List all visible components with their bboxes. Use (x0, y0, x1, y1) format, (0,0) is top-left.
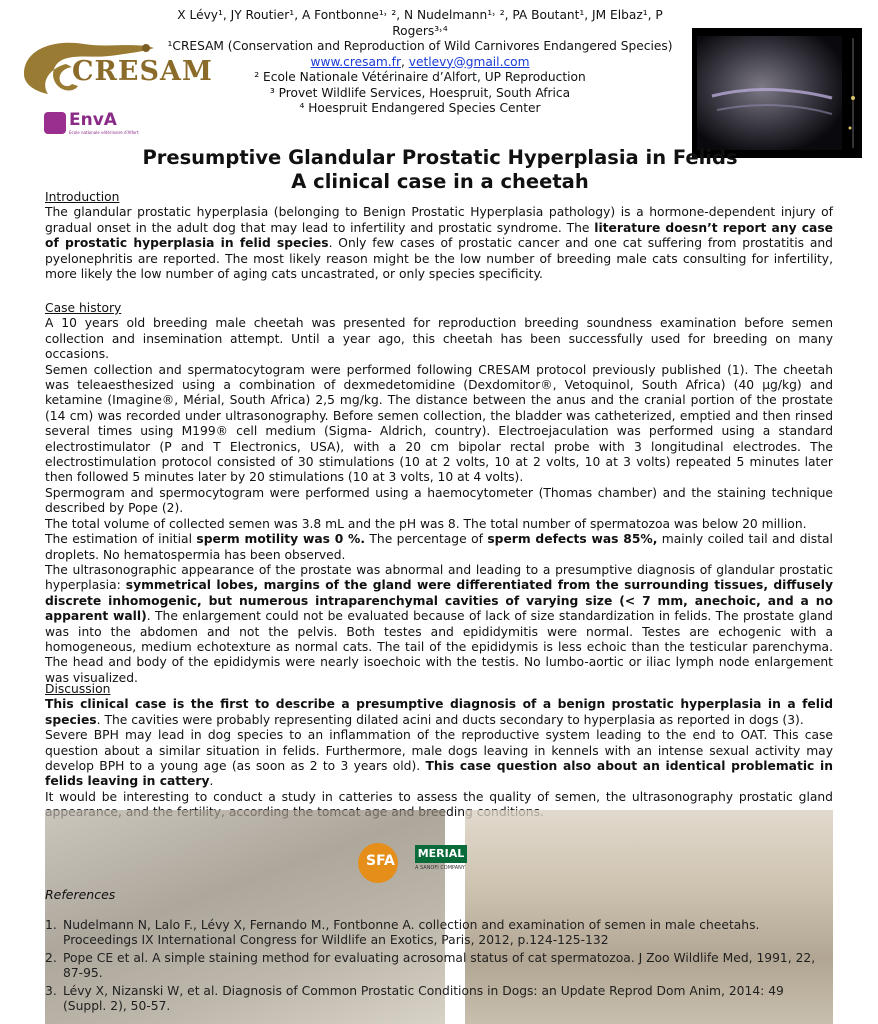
merial-logo (415, 845, 467, 883)
case-history-heading: Case history (45, 301, 122, 315)
p6-ultrasound-bold: symmetrical lobes, margins of the gland were differentiated from the surrounding tissues, diffusely discrete inhomogenic, but numerous intraparenchymal cavities of varying size (< 7 mm, anechoic, and a no apparent wall) (45, 578, 834, 624)
enva-logo-text: EnvA (69, 110, 117, 130)
merial-logo-subtext: A SANOFI COMPANY (415, 865, 465, 871)
p5-text-c: The percentage of (365, 532, 488, 547)
case-history-p3: Spermogram and spermocytogram were performed using a haemocytometer (Thomas chamber) and the staining technique described by Pope (2). (45, 485, 833, 516)
discussion-p3: It would be interesting to conduct a study in catteries to assess the quality of semen, the ultrasonography prostatic gland breeding (45, 789, 833, 820)
enva-badge-icon (44, 112, 66, 134)
authors-line-2: Rogers³˒⁴ (392, 23, 448, 38)
p5-motility-bold: sperm motility was 0 %. (196, 532, 366, 547)
discussion-p1-text: . The cavities were probably representing dilated acini and ducts secondary to hyperplasia as reported in dogs (3). (96, 712, 804, 727)
references-list (45, 918, 825, 1016)
case-history-p4: The total volume of collected semen was 3.8 mL and the pH was 8. The total number of spermatozoa was below 20 million. (45, 516, 807, 531)
email-link[interactable]: vetlevy@gmail.com (408, 54, 530, 69)
references-heading: References (45, 887, 116, 902)
link-separator: , (400, 54, 409, 69)
title-line-1: Presumptive Glandular Prostatic Hyperplasia in Felids (142, 146, 738, 169)
case-history-section (45, 301, 833, 686)
discussion-heading: Discussion (45, 682, 111, 696)
discussion-p2-text-a: Severe BPH may lead in dog species to an inflammation of the reproductive system leading to the end to OAT. This case question about a similar situation in felids. Furthermore, male dogs leaving in kennels with an intense sexual activity may develop BPH to a young age (as soon as 2 to 3 years old). (45, 728, 833, 774)
reference-number: 1. (45, 918, 57, 932)
case-history-p6 (45, 563, 833, 686)
discussion-section (45, 682, 833, 821)
reference-number: 3. (45, 983, 57, 998)
reference-item (45, 918, 825, 949)
title-line-2: A clinical case in a cheetah (291, 170, 589, 193)
sfa-logo-text: SFA (366, 853, 395, 869)
p5-defects-bold: sperm defects was 85%, (487, 532, 658, 547)
reference-text: Nudelmann N, Lalo F., Lévy X, Fernando M., Fontbonne A. collection and examination of semen in male cheetahs. Proceedings IX International Congress for Wildlife an Exotics, Paris, 2012, p.124-125-132 (63, 918, 760, 948)
introduction-paragraph (45, 205, 833, 282)
discussion-p1 (45, 697, 833, 728)
authors-line: X Lévy¹, JY Routier¹, A Fontbonne¹˒ ², N Nudelmann¹˒ ², PA Boutant¹, JM Elbaz¹, P (177, 8, 663, 22)
author-block (120, 8, 720, 117)
case-history-p1: A 10 years old breeding male cheetah was presented for reproduction breeding soundness examination before semen collection and insemination attempt. Until a year ago, this cheetah has been successfully used for breeding on many occasions. (45, 316, 833, 362)
reference-text: Pope CE et al. A simple staining method for evaluating acrosomal status of cat spermatozoa. J Zoo Wildlife Med, 1991, 22, 87-95. (63, 950, 816, 981)
p6-text-a: The ultrasonographic appearance of the prostate was abnormal and leading to a presumptive diagnosis of glandular prostatic hyperplasia: (45, 562, 833, 593)
reference-text: Lévy X, Nizanski W, et al. Diagnosis of Common Prostatic Conditions in Dogs: an Update Reprod Dom Anim, 2014: 49 (Suppl. 2), 50-57. (63, 983, 784, 1014)
reference-item (45, 984, 825, 1015)
case-history-p2: Semen collection and spermatocytogram were performed following CRESAM protocol previously published (1). The cheetah was teleaesthesized using a combination of dexmedetomidine (Dexdomitor®, Vetoquinol, South Africa) (40 µg/kg) and ketamine (Imagine®, Mérial, South Africa) 2,5 mg/kg. The distance between the anus and the cranial portion of the prostate (14 cm) was recorded under ultrasonography. Before semen collection, the bladder was catheterized, emptied and then rinsed several times using M199® cell medium (Sigma- Aldrich, country). Electroejaculation was performed using a standard electrostimulator (P and T Electronics, USA), with a 20 cm bipolar rectal probe with 3 longitudinal electrodes. The electrostimulation protocol consisted of 30 stimulations (10 at 2 volts, 10 at 2 volts, 10 at 3 volts) repeated 5 minutes later then followed 5 minutes later by 20 stimulations (10 at 3 volts, 10 at 4 volts). (45, 362, 833, 485)
discussion-p2-bold: This case question also about an identical problematic in felids leaving in cattery (45, 759, 833, 789)
intro-text-a: The glandular prostatic hyperplasia (belonging to Benign Prostatic Hyperplasia pathology) is a hormone-dependent injury of gradual onset in the adult dog that may lead to infertility and prostatic syndrome. The (45, 205, 833, 235)
discussion-p1-bold: This clinical case is the first to describe a presumptive diagnosis of a benign prostatic hyperplasia in a felid species (45, 697, 833, 727)
merial-logo-text: MERIAL (415, 845, 467, 863)
ultrasound-scan-graphic (692, 28, 862, 158)
discussion-p2-text-c: . (209, 774, 214, 789)
introduction-section (45, 190, 833, 282)
p5-text-a: The estimation of initial (45, 532, 197, 547)
introduction-heading: Introduction (45, 190, 120, 204)
affiliation-3: ³ Provet Wildlife Services, Hoespruit, South Africa (269, 85, 571, 100)
affiliation-4: ⁴ Hoespruit Endangered Species Center (299, 101, 541, 115)
p6-text-c: . The enlargement could not be evaluated because of lack of size standardization in felids. The prostate gland was into the abdomen and not the pelvis. Both testes and epididymitis were normal. Testes are echogenic with a homogeneous, medium echotexture as normal cats. The tail of the epididymis is less echoic than the testicular parenchyma. The head and body of the epididymis were nearly isoechoic with the testis. No lumbo-aortic or iliac lymph node enlargement was visualized. (45, 609, 833, 685)
reference-item (45, 951, 825, 982)
poster-title (100, 146, 780, 194)
website-link[interactable]: www.cresam.fr (310, 54, 401, 69)
reference-number: 2. (45, 950, 57, 965)
cresam-logo-text: CRESAM (72, 56, 213, 87)
ultrasound-image (692, 28, 862, 158)
affiliation-1: ¹CRESAM (Conservation and Reproduction of Wild Carnivores Endangered Species) (167, 39, 673, 53)
contact-links (120, 55, 720, 71)
intro-text-c: . Only few cases of prostatic cancer and one cat suffering from prostatitis and pyelonephritis are reported. The most likely reason might be the low number of breeding male cats consulting for infertility, more likely the low number of aging cats uncastrated, or only species specificity. (45, 236, 833, 282)
enva-logo-subtext: Ecole nationale vétérinaire d'Alfort (69, 130, 139, 135)
p5-text-e: mainly coiled tail and distal droplets. No hematospermia has been observed. (45, 532, 833, 562)
affiliation-2: ² Ecole Nationale Vétérinaire d’Alfort, UP Reproduction (254, 70, 586, 84)
sfa-logo (358, 843, 398, 883)
discussion-p2 (45, 728, 833, 790)
intro-text-bold: literature doesn’t report any case of prostatic hyperplasia in felid species (45, 220, 833, 251)
case-history-p5 (45, 532, 833, 563)
